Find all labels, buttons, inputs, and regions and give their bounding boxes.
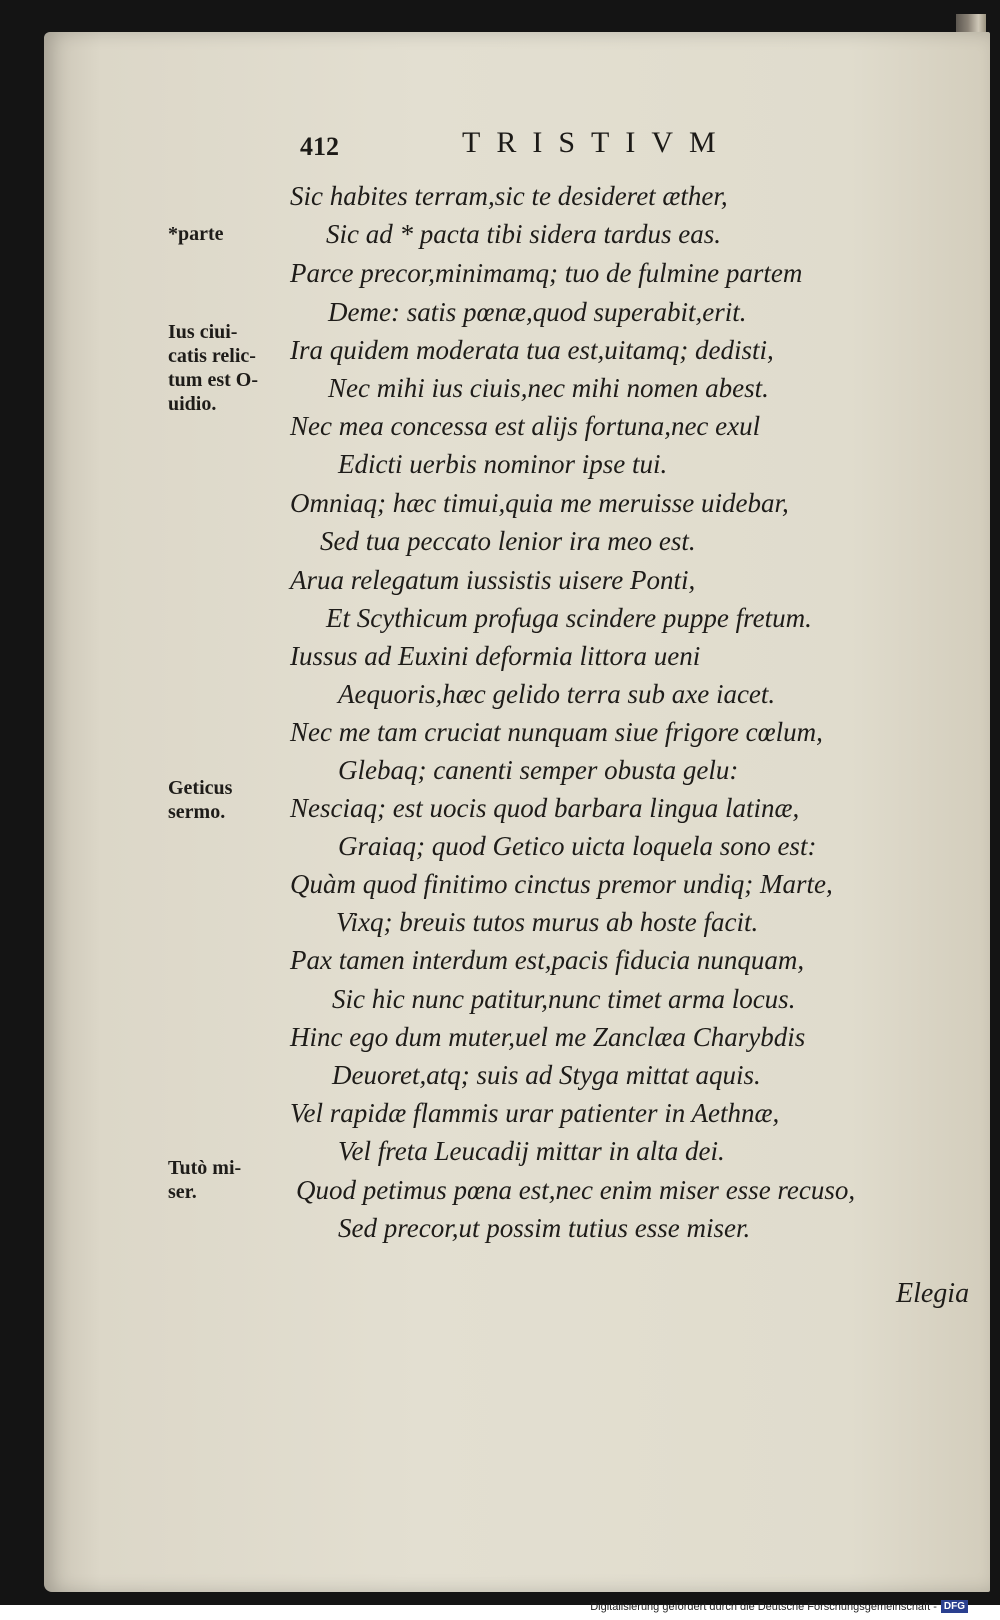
verse-line: Deuoret,atq; suis ad Styga mittat aquis. — [332, 1060, 761, 1090]
verse-line: Aequoris,hæc gelido terra sub axe iacet. — [338, 679, 776, 709]
verse-line: Sed tua peccato lenior ira meo est. — [320, 526, 696, 556]
verse-line: Edicti uerbis nominor ipse tui. — [338, 449, 668, 479]
catchword: Elegia — [896, 1278, 970, 1309]
verse-line: Omniaq; hæc timui,quia me meruisse uidebar, — [290, 488, 789, 518]
page-header — [300, 126, 800, 166]
footer-credit — [590, 1600, 968, 1613]
margin-note: Ius ciui- catis relic- tum est O- uidio. — [168, 321, 258, 415]
verse-line: Et Scythicum profuga scindere puppe fretum. — [326, 603, 812, 633]
verse-line: Quod petimus pœna est,nec enim miser esse recuso, — [296, 1175, 856, 1205]
verse-line: Graiaq; quod Getico uicta loquela sono est: — [338, 831, 817, 861]
verse-line: Sed precor,ut possim tutius esse miser. — [338, 1213, 751, 1243]
verse-line: Vel freta Leucadij mittar in alta dei. — [338, 1136, 725, 1166]
dfg-logo: DFG — [941, 1600, 968, 1613]
verse-line: Pax tamen interdum est,pacis fiducia nunquam, — [290, 945, 805, 975]
verse-line: Sic hic nunc patitur,nunc timet arma locus. — [332, 984, 796, 1014]
verse-line: Quàm quod finitimo cinctus premor undiq; Marte, — [290, 869, 833, 899]
verse-line: Nec me tam cruciat nunquam siue frigore cœlum, — [290, 717, 823, 747]
verse-line: Sic ad * pacta tibi sidera tardus eas. — [326, 219, 721, 249]
page-number: 412 — [300, 132, 339, 161]
verse-line: Sic habites terram,sic te desideret æther, — [290, 181, 728, 211]
verse-line: Vixq; breuis tutos murus ab hoste facit. — [336, 907, 759, 937]
running-head: TRISTIVM — [462, 126, 732, 159]
verse-line: Ira quidem moderata tua est,uitamq; dedisti, — [290, 335, 774, 365]
verse-line: Nec mihi ius ciuis,nec mihi nomen abest. — [328, 373, 769, 403]
footer-credit-text: Digitalisierung gefördert durch die Deutsche Forschungsgemeinschaft - — [590, 1600, 937, 1613]
verse-line: Hinc ego dum muter,uel me Zanclæa Charybdis — [290, 1022, 806, 1052]
verse-line: Arua relegatum iussistis uisere Ponti, — [290, 565, 696, 595]
verse-line: Vel rapidæ flammis urar patienter in Aethnæ, — [290, 1098, 780, 1128]
verse-line: Glebaq; canenti semper obusta gelu: — [338, 755, 739, 785]
margin-note: Geticus sermo. — [168, 777, 233, 823]
verse-line: Nec mea concessa est alijs fortuna,nec exul — [290, 411, 761, 441]
verse-line: Iussus ad Euxini deformia littora ueni — [290, 641, 701, 671]
margin-note: *parte — [168, 223, 224, 245]
verse-line: Deme: satis pœnæ,quod superabit,erit. — [328, 297, 747, 327]
verse-line: Nesciaq; est uocis quod barbara lingua latinæ, — [290, 793, 800, 823]
verse-line: Parce precor,minimamq; tuo de fulmine partem — [290, 258, 803, 288]
margin-note: Tutò mi- ser. — [168, 1157, 242, 1203]
